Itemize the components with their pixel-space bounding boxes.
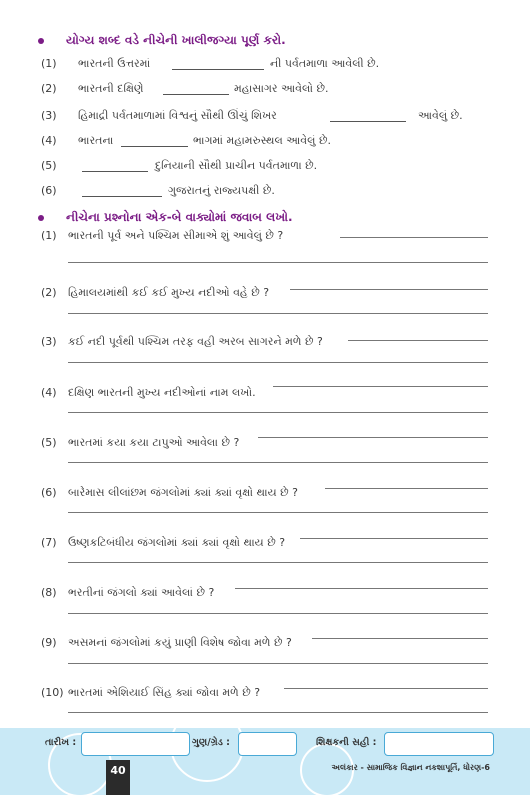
question-2: (2) હિમાલયમાંથી કઈ કઈ મુખ્ય નદીઓ વહે છે ?: [41, 286, 270, 299]
bullet-icon: [38, 38, 44, 44]
answer-line[interactable]: [273, 386, 488, 387]
answer-line[interactable]: [68, 362, 488, 363]
question-10: (10) ભારતમાં એશિયાઈ સિંહ ક્યાં જોવા મળે છે ?: [41, 686, 261, 699]
grade-box[interactable]: [238, 732, 297, 756]
question-5: (5) ભારતમાં કયા કયા ટાપુઓ આવેલા છે ?: [41, 436, 240, 449]
answer-line[interactable]: [68, 313, 488, 314]
answer-line[interactable]: [68, 562, 488, 563]
fill-item-text: દુનિયાની સૌથી પ્રાચીન પર્વતમાળા છે.: [155, 159, 318, 172]
question-3: (3) કઈ નદી પૂર્વથી પશ્ચિમ તરફ વહી અરબ સાગરને મળે છે ?: [41, 335, 323, 348]
fill-blank[interactable]: [82, 171, 148, 172]
bullet-icon: [38, 215, 44, 221]
fill-item-text: ની પર્વતમાળા આવેલી છે.: [270, 57, 380, 70]
question-1: (1) ભારતની પૂર્વ અને પશ્ચિમ સીમાએ શું આવેલું છે ?: [41, 229, 284, 242]
fill-item-text: ભારતની દક્ષિણે: [78, 82, 144, 95]
book-title: અલંકાર - સામાજિક વિજ્ઞાન નકશાપૂર્તિ, ધોરણ-6: [331, 763, 490, 772]
fill-item-3: (3) હિમાદ્રી પર્વતમાળામાં વિશ્વનું સૌથી ઊંચું શિખર આવેલું છે.: [41, 109, 463, 122]
answer-line[interactable]: [235, 588, 488, 589]
fill-item-text: આવેલું છે.: [418, 109, 463, 122]
page-number: 40: [106, 760, 130, 795]
teacher-sign-label: શિક્ષકની સહી :: [316, 737, 377, 748]
answer-line[interactable]: [68, 462, 488, 463]
answer-line[interactable]: [68, 663, 488, 664]
fill-item-4: (4) ભારતના ભાગમાં મહામરુસ્થલ આવેલું છે.: [41, 134, 331, 147]
date-box[interactable]: [81, 732, 190, 756]
grade-label: ગુણ/ગ્રેડ :: [192, 737, 230, 748]
fill-blank[interactable]: [172, 69, 264, 70]
fill-item-text: ભાગમાં મહામરુસ્થલ આવેલું છે.: [193, 134, 331, 147]
answer-line[interactable]: [68, 613, 488, 614]
question-7: (7) ઉષ્ણકટિબંધીય જંગલોમાં ક્યાં ક્યાં વૃક્ષો થાય છે ?: [41, 536, 286, 549]
answer-line[interactable]: [348, 340, 488, 341]
answer-line[interactable]: [290, 289, 488, 290]
answer-line[interactable]: [340, 237, 488, 238]
fill-item-text: ભારતની ઉત્તરમાં: [78, 57, 151, 70]
answer-line[interactable]: [68, 712, 488, 713]
teacher-sign-box[interactable]: [384, 732, 494, 756]
fill-blank[interactable]: [330, 121, 406, 122]
fill-item-text: ભારતના: [78, 134, 114, 147]
fill-item-text: ગુજરાતનું રાજ્યપક્ષી છે.: [168, 184, 275, 197]
answer-line[interactable]: [68, 512, 488, 513]
fill-item-2: (2) ભારતની દક્ષિણે મહાસાગર આવેલો છે.: [41, 82, 329, 95]
date-label: તારીખ :: [45, 737, 77, 748]
fill-item-text: હિમાદ્રી પર્વતમાળામાં વિશ્વનું સૌથી ઊંચું શિખર: [78, 109, 277, 122]
section-2-title: નીચેના પ્રશ્નોના એક-બે વાક્યોમાં જવાબ લખો.: [38, 210, 293, 225]
fill-item-5: (5) દુનિયાની સૌથી પ્રાચીન પર્વતમાળા છે.: [41, 159, 318, 172]
question-8: (8) ભરતીનાં જંગલો ક્યાં આવેલાં છે ?: [41, 586, 215, 599]
question-9: (9) અસમનાં જંગલોમાં કયું પ્રાણી વિશેષ જોવા મળે છે ?: [41, 636, 292, 649]
fill-item-6: (6) ગુજરાતનું રાજ્યપક્ષી છે.: [41, 184, 275, 197]
answer-line[interactable]: [325, 488, 488, 489]
question-4: (4) દક્ષિણ ભારતની મુખ્ય નદીઓનાં નામ લખો.: [41, 386, 256, 399]
answer-line[interactable]: [300, 538, 488, 539]
answer-line[interactable]: [284, 688, 488, 689]
fill-blank[interactable]: [82, 196, 162, 197]
answer-line[interactable]: [312, 638, 488, 639]
answer-line[interactable]: [258, 437, 488, 438]
fill-blank[interactable]: [121, 146, 188, 147]
answer-line[interactable]: [68, 262, 488, 263]
fill-item-1: (1) ભારતની ઉત્તરમાં ની પર્વતમાળા આવેલી છે.: [41, 57, 380, 70]
answer-line[interactable]: [68, 412, 488, 413]
question-6: (6) બારેમાસ લીલાંછમ જંગલોમાં ક્યાં ક્યાં વૃક્ષો થાય છે ?: [41, 486, 298, 499]
fill-blank[interactable]: [163, 94, 229, 95]
fill-item-text: મહાસાગર આવેલો છે.: [234, 82, 329, 95]
section-1-title: યોગ્ય શબ્દ વડે નીચેની ખાલીજગ્યા પૂર્ણ કરો.: [38, 33, 286, 48]
